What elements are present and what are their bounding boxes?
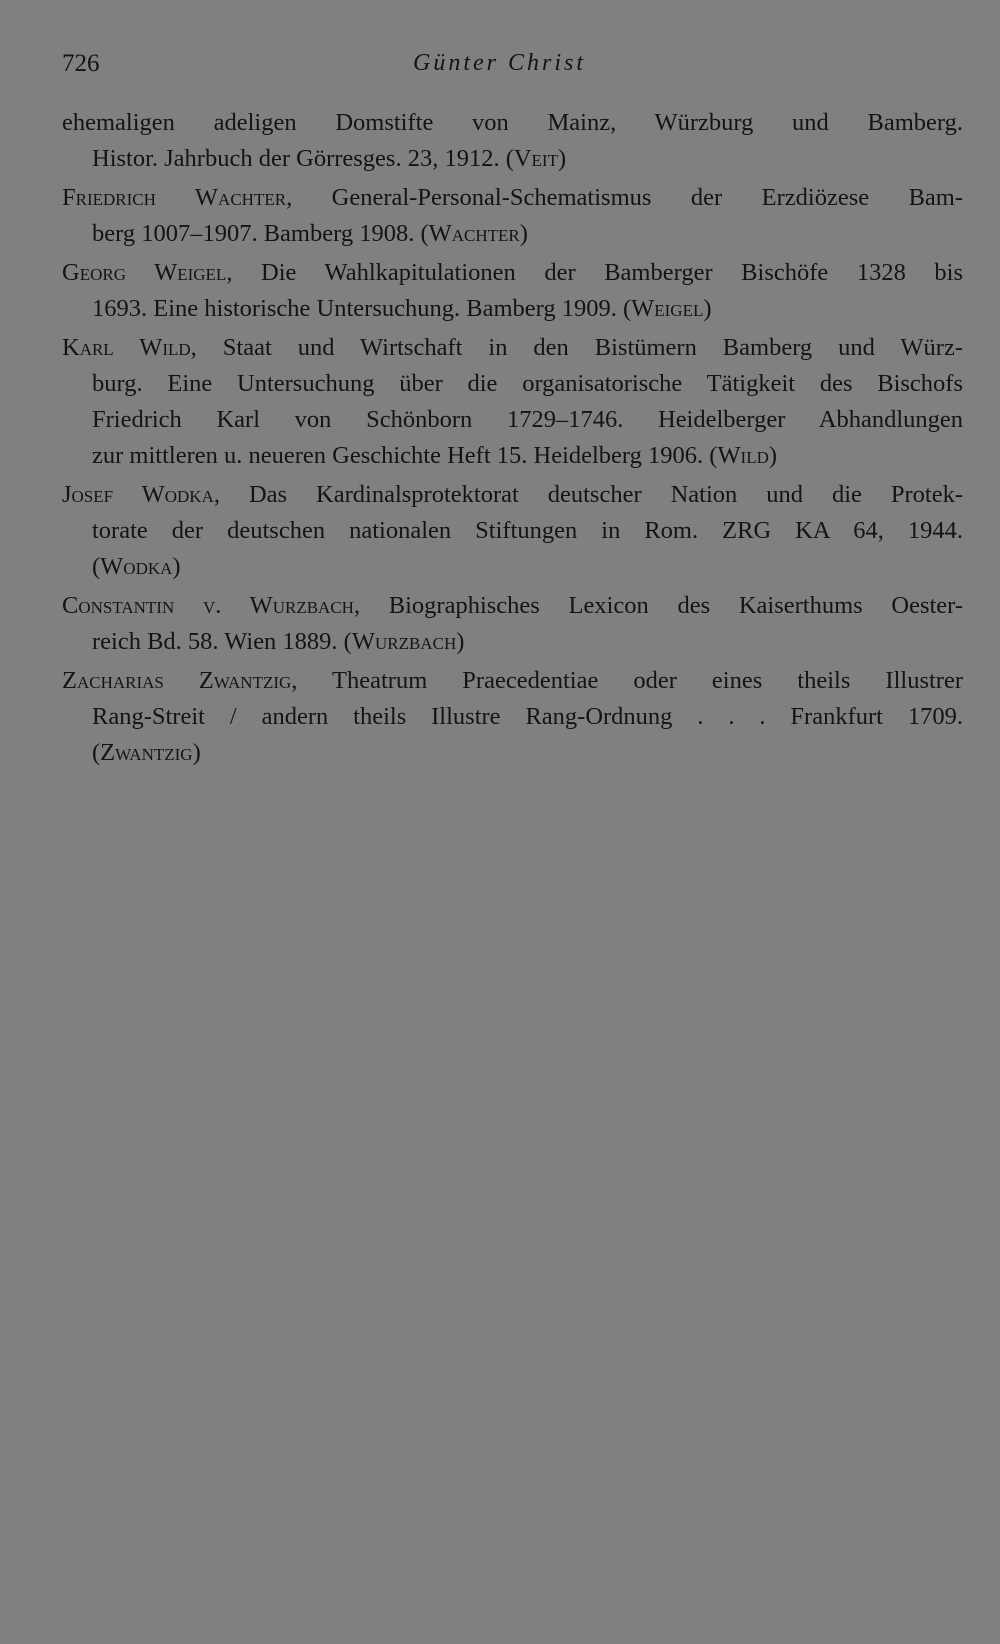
small-caps-text: Wild xyxy=(717,442,769,469)
entry-text: ) xyxy=(557,145,567,172)
entry-text: ) xyxy=(519,220,528,247)
entry-text: ) xyxy=(172,553,181,580)
entry-line xyxy=(62,549,963,585)
bibliography-entry xyxy=(62,663,963,771)
entry-line xyxy=(62,438,963,474)
entry-text: , Theatrum Praecedentiae oder eines theils Illustrer xyxy=(291,667,963,694)
small-caps-text: Wachter xyxy=(428,220,520,247)
entry-line xyxy=(62,624,963,660)
entry-text: ) xyxy=(192,739,201,766)
entry-text: Histor. Jahrbuch der Görresges. 23, 1912. ( xyxy=(92,145,514,172)
entry-text: zur mittleren u. neueren Geschichte Heft 15. Heidelberg 1906. ( xyxy=(92,442,718,469)
bibliography-entry xyxy=(62,588,963,660)
entry-text: 1693. Eine historische Untersuchung. Bamberg 1909. ( xyxy=(92,295,632,322)
entry-text: ( xyxy=(92,739,101,766)
entry-line xyxy=(62,366,963,402)
bibliography-entry xyxy=(62,255,963,327)
small-caps-text: Zacharias Zwantzig xyxy=(62,667,292,694)
entry-text: ehemaligen adeligen Domstifte von Mainz, Würzburg und Bamberg. xyxy=(62,109,963,136)
entry-line xyxy=(62,105,963,141)
entry-text: torate der deutschen nationalen Stiftungen in Rom. ZRG KA 64, 1944. xyxy=(92,517,963,544)
page-number: 726 xyxy=(62,50,100,77)
small-caps-text: Wurzbach xyxy=(351,628,457,655)
entry-text: reich Bd. 58. Wien 1889. ( xyxy=(92,628,352,655)
entry-text: ( xyxy=(92,553,101,580)
bibliography-list xyxy=(62,105,963,774)
small-caps-text: Wodka xyxy=(100,553,173,580)
entry-text: Friedrich Karl von Schönborn 1729–1746. Heidelberger Abhandlungen xyxy=(92,406,963,433)
entry-line xyxy=(62,141,963,177)
entry-line xyxy=(62,330,963,366)
entry-text: , Die Wahlkapitulationen der Bamberger Bischöfe 1328 bis xyxy=(226,259,964,286)
entry-line xyxy=(62,255,963,291)
bibliography-entry xyxy=(62,330,963,474)
entry-text: , General-Personal-Schematismus der Erzdiözese Bam- xyxy=(286,184,963,211)
entry-text: burg. Eine Untersuchung über die organisatorische Tätigkeit des Bischofs xyxy=(92,370,963,397)
entry-line xyxy=(62,735,963,771)
small-caps-text: Georg Weigel xyxy=(62,259,227,286)
entry-line xyxy=(62,663,963,699)
entry-line xyxy=(62,216,963,252)
entry-text: Rang-Streit / andern theils Illustre Rang-Ordnung . . . Frankfurt 1709. xyxy=(92,703,963,730)
entry-text: ) xyxy=(768,442,778,469)
entry-line xyxy=(62,699,963,735)
small-caps-text: Constantin v. Wurzbach xyxy=(62,592,354,619)
entry-text: , Das Kardinalsprotektorat deutscher Nation und die Protek- xyxy=(213,481,963,508)
entry-line xyxy=(62,588,963,624)
bibliography-entry xyxy=(62,105,963,177)
bibliography-entry xyxy=(62,477,963,585)
entry-text: , Staat und Wirtschaft in den Bistümern Bamberg und Würz- xyxy=(190,334,963,361)
bibliography-entry xyxy=(62,180,963,252)
entry-line xyxy=(62,180,963,216)
entry-line xyxy=(62,477,963,513)
small-caps-text: Veit xyxy=(513,145,558,172)
small-caps-text: Friedrich Wachter xyxy=(62,184,287,211)
entry-line xyxy=(62,402,963,438)
entry-text: ) xyxy=(456,628,465,655)
page-header xyxy=(62,50,962,86)
entry-text: ) xyxy=(703,295,712,322)
small-caps-text: Karl Wild xyxy=(62,334,191,361)
entry-line xyxy=(62,291,963,327)
entry-text: , Biographisches Lexicon des Kaiserthums Oester- xyxy=(353,592,963,619)
entry-text: berg 1007–1907. Bamberg 1908. ( xyxy=(92,220,429,247)
small-caps-text: Josef Wodka xyxy=(62,481,214,508)
running-head: Günter Christ xyxy=(413,50,587,76)
small-caps-text: Zwantzig xyxy=(100,739,193,766)
entry-line xyxy=(62,513,963,549)
small-caps-text: Weigel xyxy=(631,295,704,322)
